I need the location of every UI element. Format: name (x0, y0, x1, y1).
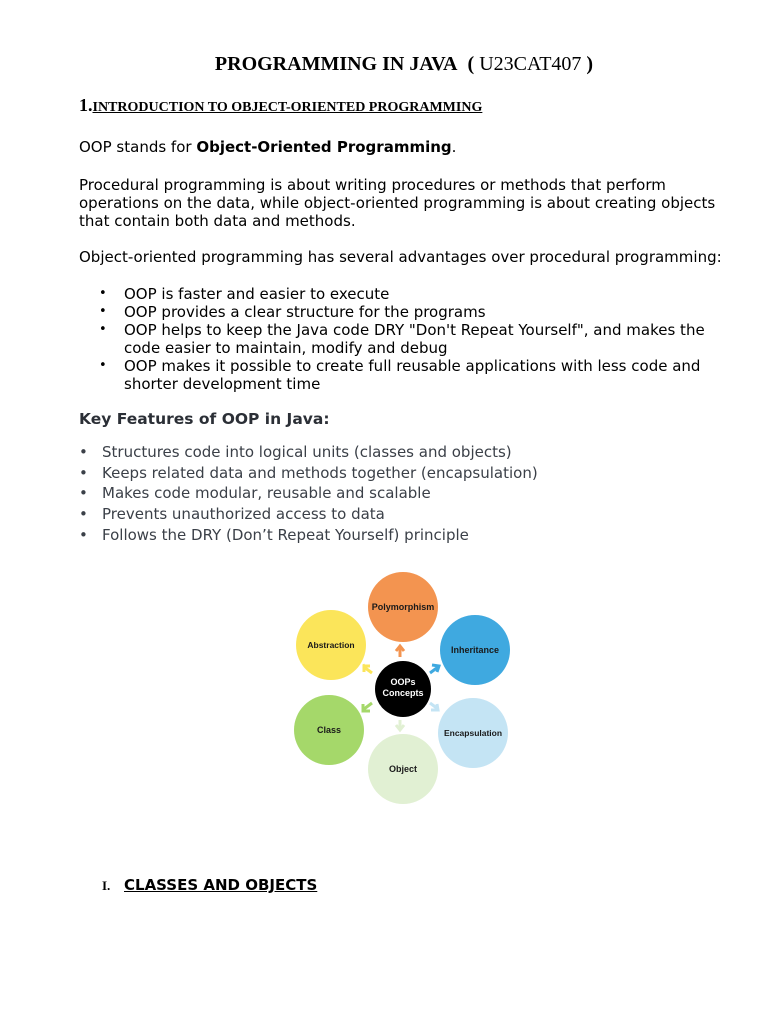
arrow-to-abstraction-icon (363, 665, 372, 673)
section-title: INTRODUCTION TO OBJECT-ORIENTED PROGRAMMING (92, 100, 483, 115)
list-item (79, 463, 739, 484)
bullet-icon: • (79, 463, 88, 482)
list-item-text: OOP makes it possible to create full reusable applications with less code and shorter development time (124, 357, 701, 393)
bullet-icon: • (79, 525, 88, 544)
section-heading-classes-objects (102, 876, 317, 894)
key-features-list (79, 442, 739, 546)
list-item-text: Prevents unauthorized access to data (102, 505, 385, 524)
bullet-icon: • (99, 322, 107, 337)
arrow-to-object-icon (396, 720, 404, 730)
title-paren-close: ) (586, 53, 594, 75)
oop-definition-prefix: OOP stands for (79, 138, 197, 156)
arrow-to-class-icon (363, 703, 372, 711)
section-number: 1. (79, 95, 93, 115)
bullet-icon: • (79, 443, 88, 461)
key-features-heading: Key Features of OOP in Java: (79, 410, 330, 428)
arrow-to-inheritance-icon (430, 665, 439, 673)
title-paren-open: ( (467, 53, 475, 75)
oop-concepts-diagram (285, 565, 515, 810)
list-item (99, 321, 739, 357)
section-title: CLASSES AND OBJECTS (124, 876, 318, 894)
intro-paragraph-1 (79, 138, 739, 156)
section-roman-number: I. (102, 878, 111, 893)
object-label: Object (388, 764, 418, 774)
bullet-icon: • (99, 286, 107, 301)
encapsulation-label: Encapsulation (443, 728, 503, 738)
list-item (99, 285, 739, 303)
list-item-text: Keeps related data and methods together (encapsulation) (102, 463, 538, 482)
list-item (79, 504, 739, 525)
list-item-text: Makes code modular, reusable and scalable (102, 484, 431, 503)
polymorphism-label: Polymorphism (371, 602, 435, 612)
list-item (99, 303, 739, 321)
section-heading-1 (79, 95, 482, 116)
oop-definition-suffix: . (451, 138, 457, 156)
center-label-line2: Concepts (382, 688, 424, 698)
list-item (79, 483, 739, 504)
arrow-to-encapsulation-icon (430, 703, 438, 710)
document-title (0, 53, 768, 76)
title-text: PROGRAMMING IN JAVA (214, 53, 458, 75)
advantages-list (99, 285, 739, 393)
oop-definition-term: Object-Oriented Programming (196, 138, 452, 156)
list-item-text: OOP provides a clear structure for the programs (124, 303, 486, 321)
bullet-icon: • (79, 484, 88, 503)
intro-paragraph-2: Procedural programming is about writing procedures or methods that perform operations on the data, while object-oriented programming is about creating objects that contain both data and methods. (79, 176, 716, 230)
list-item (99, 357, 739, 393)
bullet-icon: • (99, 304, 107, 319)
intro-paragraph-3: Object-oriented programming has several advantages over procedural programming: (79, 248, 722, 266)
list-item-text: Structures code into logical units (classes and objects) (102, 443, 512, 461)
center-label-line1: OOPs (390, 677, 416, 687)
inheritance-label: Inheritance (450, 645, 500, 655)
abstraction-label: Abstraction (307, 640, 355, 650)
bullet-icon: • (79, 505, 88, 524)
list-item-text: Follows the DRY (Don’t Repeat Yourself) principle (102, 525, 469, 544)
list-item (79, 442, 739, 463)
list-item-text: OOP is faster and easier to execute (124, 285, 390, 303)
arrow-to-polymorphism-icon (396, 646, 404, 657)
list-item (79, 525, 739, 546)
class-label: Class (316, 725, 342, 735)
course-code: U23CAT407 (479, 53, 582, 75)
list-item-text: OOP helps to keep the Java code DRY "Don't Repeat Yourself", and makes the code easier to maintain, modify and debug (124, 321, 705, 357)
bullet-icon: • (99, 358, 107, 373)
